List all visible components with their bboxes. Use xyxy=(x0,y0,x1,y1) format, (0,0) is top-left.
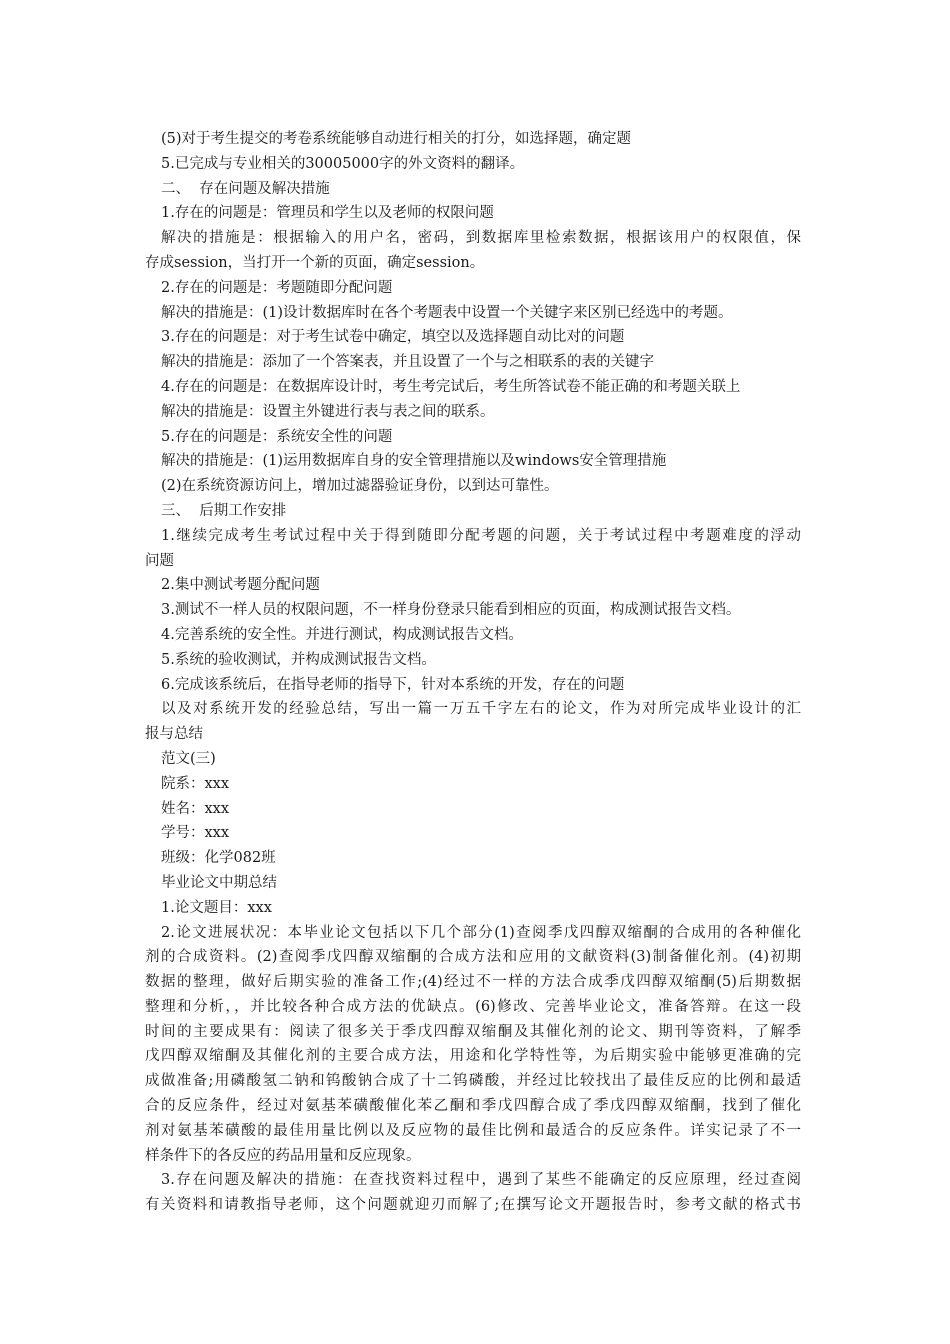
text-line: 4.完善系统的安全性。并进行测试，构成测试报告文档。 xyxy=(161,626,523,643)
text-line: 班级：化学082班 xyxy=(161,850,276,867)
text-line: 数据的整理，做好后期实验的准备工作;(4)经过不一样的方法合成季戊四醇双缩酮(5)后期数据 xyxy=(145,974,801,991)
text-line: 5.系统的验收测试，并构成测试报告文档。 xyxy=(161,651,436,668)
text-line: 戊四醇双缩酮及其催化剂的主要合成方法，用途和化学特性等，为后期实验中能够更准确的完 xyxy=(145,1048,801,1065)
text-line: 3.测试不一样人员的权限问题，不一样身份登录只能看到相应的页面，构成测试报告文档。 xyxy=(161,602,741,619)
text-line: 解决的措施是：设置主外键进行表与表之间的联系。 xyxy=(161,403,495,420)
text-line: 4.存在的问题是：在数据库设计时，考生考完试后，考生所答试卷不能正确的和考题关联上 xyxy=(161,378,741,395)
text-line: 5.已完成与专业相关的30005000字的外文资料的翻译。 xyxy=(161,155,525,172)
text-line: 姓名：xxx xyxy=(161,800,230,817)
text-line: 毕业论文中期总结 xyxy=(161,874,277,891)
text-line: 以及对系统开发的经验总结，写出一篇一万五千字左右的论文，作为对所完成毕业设计的汇 xyxy=(161,701,801,718)
text-line: 解决的措施是：根据输入的用户名，密码，到数据库里检索数据，根据该用户的权限值，保 xyxy=(161,230,801,247)
text-line: 1.论文题目：xxx xyxy=(161,899,272,916)
text-line: 2.集中测试考题分配问题 xyxy=(161,577,320,594)
text-line: 问题 xyxy=(145,552,174,569)
text-line: 5.存在的问题是：系统安全性的问题 xyxy=(161,428,393,445)
text-line: 时间的主要成果有：阅读了很多关于季戊四醇双缩酮及其催化剂的论文、期刊等资料，了解季 xyxy=(145,1023,801,1040)
text-line: 2.论文进展状况：本毕业论文包括以下几个部分(1)查阅季戊四醇双缩酮的合成用的各种催化 xyxy=(161,924,801,941)
text-line: 范文(三) xyxy=(161,750,216,767)
text-line: 3.存在的问题是：对于考生试卷中确定，填空以及选择题自动比对的问题 xyxy=(161,329,625,346)
text-line: 解决的措施是：添加了一个答案表，并且设置了一个与之相联系的表的关键字 xyxy=(161,354,654,371)
text-line: 合的反应条件，经过对氨基苯磺酸催化苯乙酮和季戊四醇合成了季戊四醇双缩酮，找到了催化 xyxy=(145,1098,801,1115)
text-line: 3.存在问题及解决的措施：在查找资料过程中，遇到了某些不能确定的反应原理，经过查阅 xyxy=(161,1172,801,1189)
text-line: 三、 后期工作安排 xyxy=(161,502,287,519)
text-line: 有关资料和请教指导老师，这个问题就迎刃而解了;在撰写论文开题报告时，参考文献的格式书 xyxy=(145,1197,801,1214)
text-line: (2)在系统资源访问上，增加过滤器验证身份，以到达可靠性。 xyxy=(161,478,559,495)
text-line: 存成session，当打开一个新的页面，确定session。 xyxy=(145,254,485,271)
text-line: 成做准备;用磷酸氢二钠和钨酸钠合成了十二钨磷酸，并经过比较找出了最佳反应的比例和最适 xyxy=(145,1073,801,1090)
text-line: 解决的措施是：(1)运用数据库自身的安全管理措施以及windows安全管理措施 xyxy=(161,453,667,470)
text-line: 院系：xxx xyxy=(161,775,230,792)
document-body xyxy=(145,127,801,1218)
text-line: 学号：xxx xyxy=(161,825,230,842)
text-line: 整理和分析，，并比较各种合成方法的优缺点。(6)修改、完善毕业论文，准备答辩。在这一段 xyxy=(145,998,801,1015)
text-line: 1.存在的问题是：管理员和学生以及老师的权限问题 xyxy=(161,205,494,222)
text-line: 解决的措施是：(1)设计数据库时在各个考题表中设置一个关键字来区别已经选中的考题。 xyxy=(161,304,733,321)
text-line: 1.继续完成考生考试过程中关于得到随即分配考题的问题，关于考试过程中考题难度的浮动 xyxy=(161,527,801,544)
text-line: 报与总结 xyxy=(145,726,203,743)
text-line: 6.完成该系统后，在指导老师的指导下，针对本系统的开发，存在的问题 xyxy=(161,676,625,693)
text-line: 剂的合成资料。(2)查阅季戊四醇双缩酮的合成方法和应用的文献资料(3)制备催化剂。(4)初期 xyxy=(145,949,801,966)
text-line: 样条件下的各反应的药品用量和反应现象。 xyxy=(145,1147,421,1164)
text-line: 二、 存在问题及解决措施 xyxy=(161,180,330,197)
text-line: 2.存在的问题是：考题随即分配问题 xyxy=(161,279,393,296)
text-line: 剂对氨基苯磺酸的最佳用量比例以及反应物的最佳比例和最适合的反应条件。详实记录了不一 xyxy=(145,1122,801,1139)
text-line: (5)对于考生提交的考卷系统能够自动进行相关的打分，如选择题，确定题 xyxy=(161,131,632,147)
